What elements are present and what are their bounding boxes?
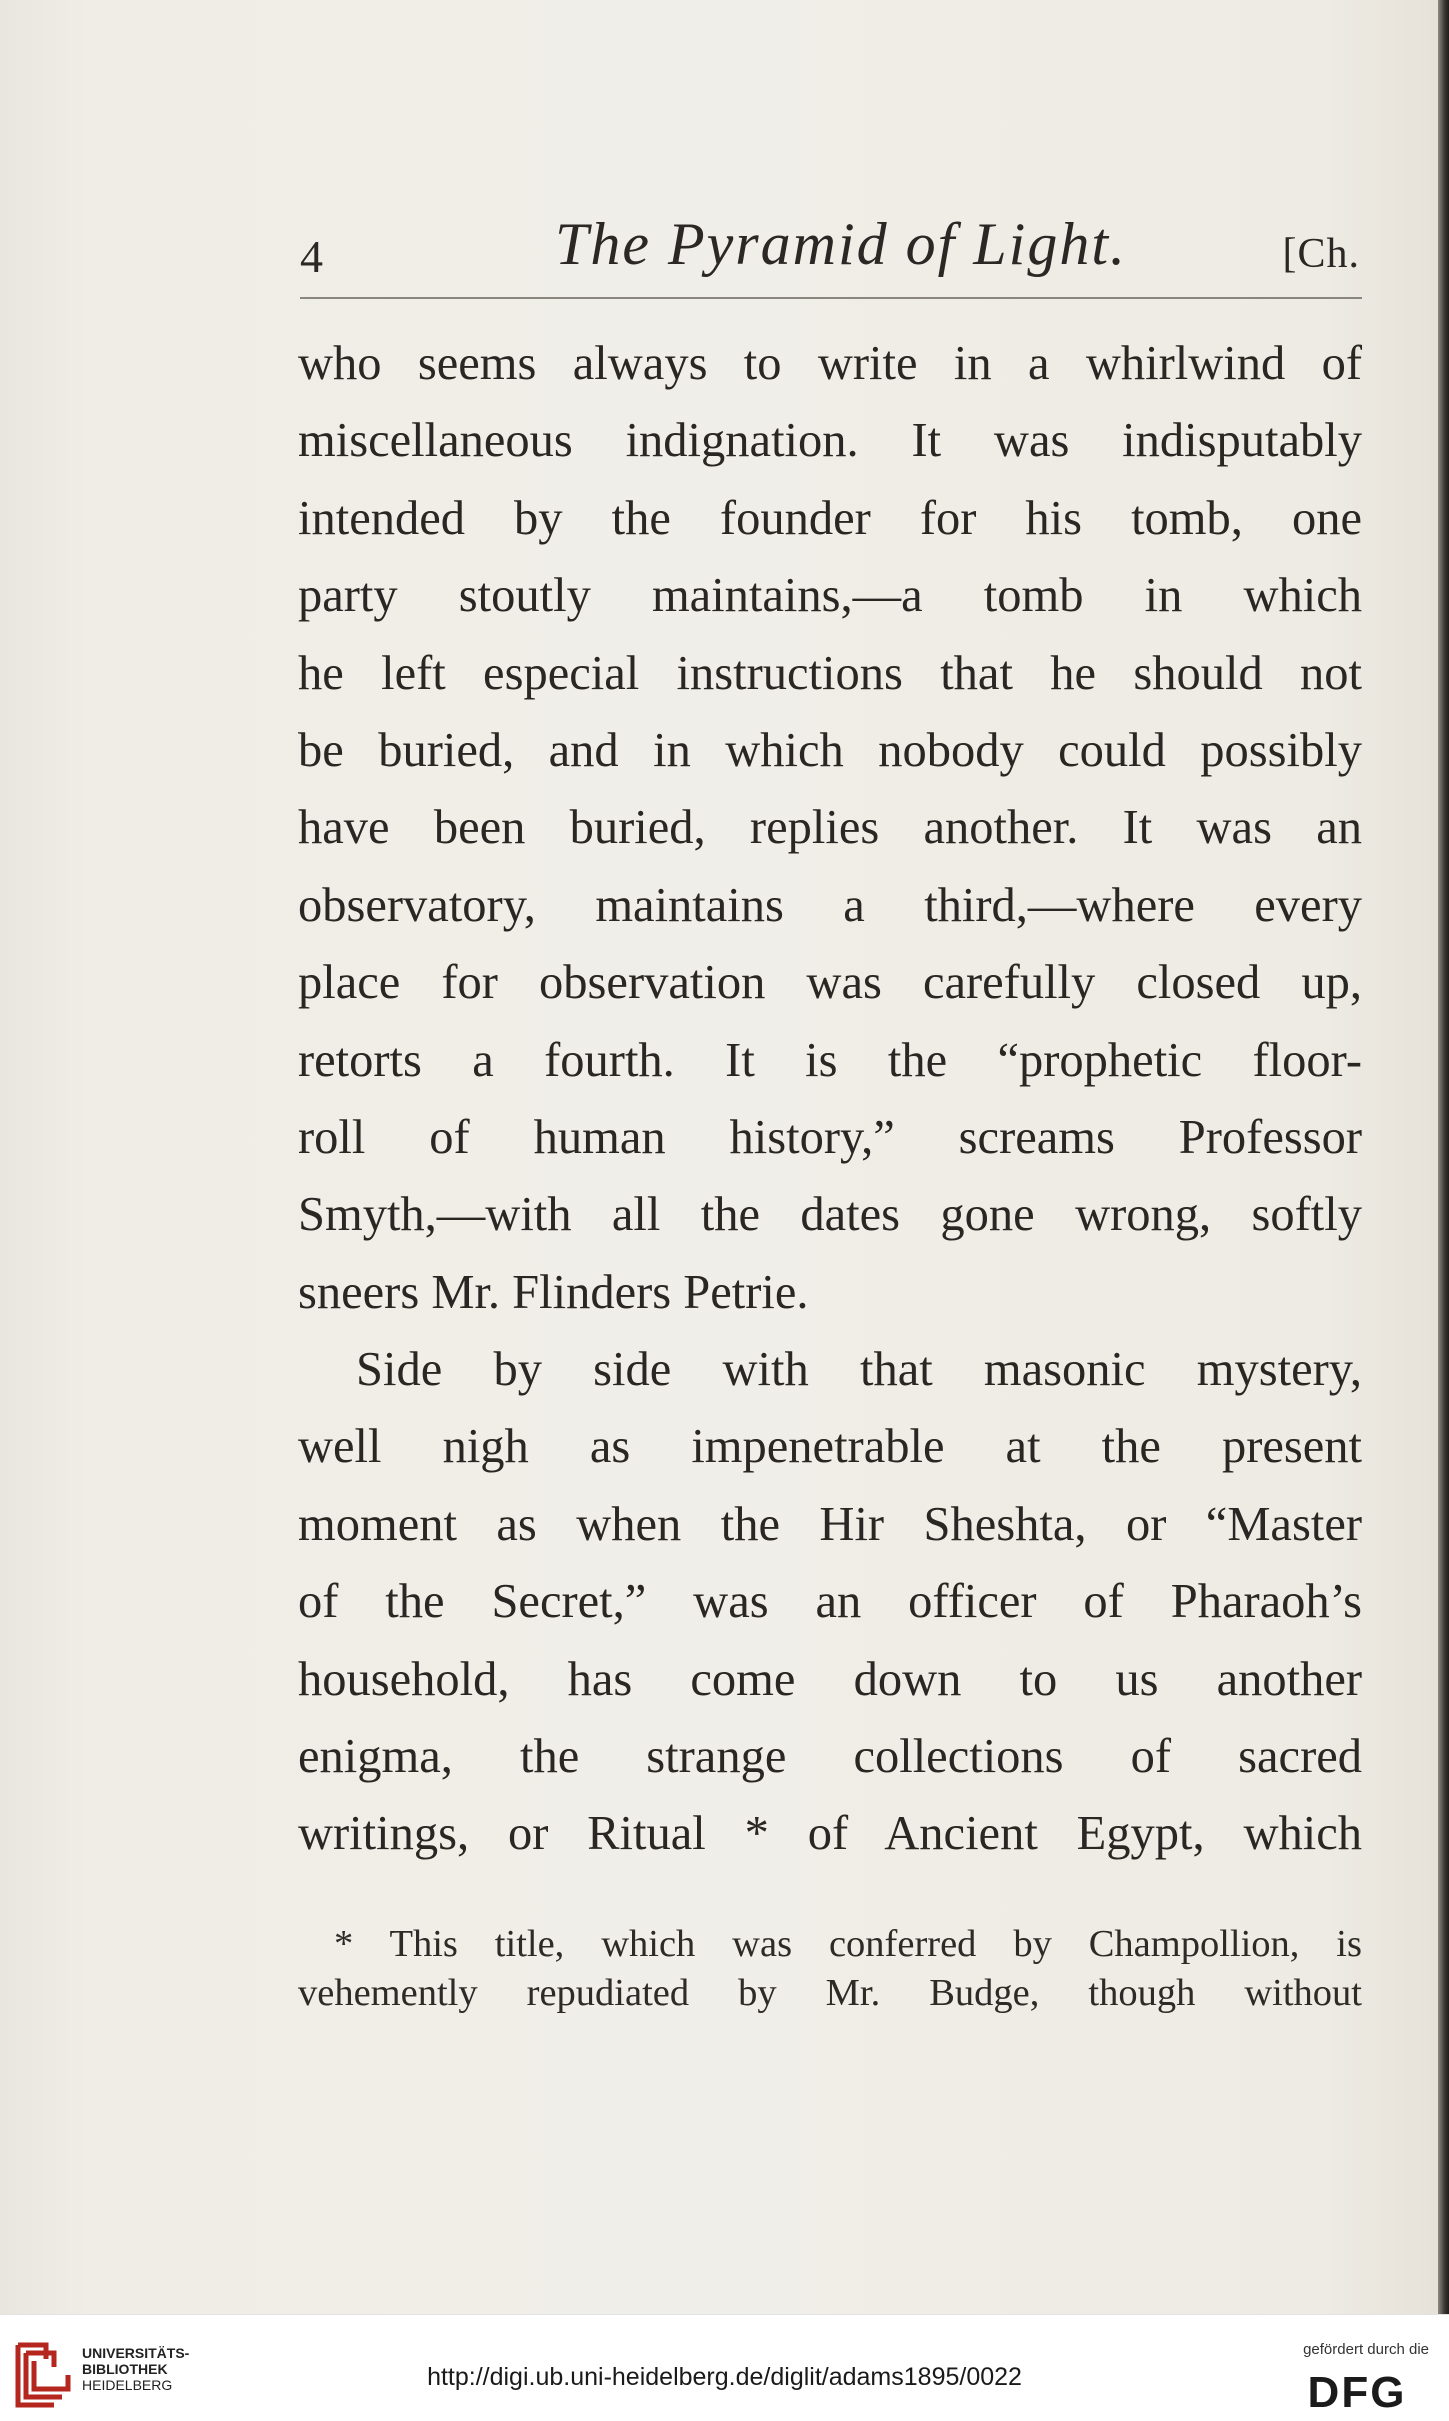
text-line: have been buried, replies another. It was an xyxy=(298,801,1362,855)
page-edge-shadow xyxy=(1438,0,1449,2314)
text-line: writings, or Ritual * of Ancient Egypt, which xyxy=(298,1807,1362,1861)
text-line: intended by the founder for his tomb, one xyxy=(298,491,1362,545)
header-rule xyxy=(300,297,1362,299)
text-line: be buried, and in which nobody could possibly xyxy=(298,723,1362,777)
library-name-line: BIBLIOTHEK xyxy=(82,2361,168,2377)
text-line: Smyth,—with all the dates gone wrong, softly xyxy=(298,1188,1362,1242)
library-name-line: HEIDELBERG xyxy=(82,2377,173,2393)
dfg-logo-text: DFG xyxy=(1307,2371,1407,2411)
text-line: Side by side with that masonic mystery, xyxy=(356,1343,1362,1397)
text-line: well nigh as impenetrable at the present xyxy=(298,1420,1362,1474)
viewer-footer xyxy=(0,2314,1449,2421)
text-line: who seems always to write in a whirlwind of xyxy=(298,337,1362,390)
text-line: sneers Mr. Flinders Petrie. xyxy=(298,1265,809,1319)
text-line: place for observation was carefully closed up, xyxy=(298,956,1362,1010)
text-line: moment as when the Hir Sheshta, or “Master xyxy=(298,1497,1362,1551)
footnote xyxy=(298,1920,1362,2018)
text-line: observatory, maintains a third,—where every xyxy=(298,878,1362,932)
footnote-line: * This title, which was conferred by Champollion, is xyxy=(334,1923,1362,1965)
dfg-logo-icon xyxy=(1287,2371,1427,2411)
text-line: enigma, the strange collections of sacred xyxy=(298,1730,1362,1784)
text-line: household, has come down to us another xyxy=(298,1652,1362,1706)
text-line: party stoutly maintains,—a tomb in which xyxy=(298,569,1362,623)
library-name-line: UNIVERSITÄTS- xyxy=(82,2345,190,2361)
page-number: 4 xyxy=(300,231,323,282)
text-line: roll of human history,” screams Professor xyxy=(298,1110,1362,1164)
chapter-mark: [Ch. xyxy=(1282,231,1360,277)
text-line: miscellaneous indignation. It was indisputably xyxy=(298,414,1362,468)
footnote-line: vehemently repudiated by Mr. Budge, though without xyxy=(298,1972,1362,2014)
funding-label: gefördert durch die xyxy=(1303,2341,1429,2358)
text-line: of the Secret,” was an officer of Pharaoh’s xyxy=(298,1575,1362,1629)
running-head xyxy=(300,210,1360,290)
text-line: retorts a fourth. It is the “prophetic floor- xyxy=(298,1033,1362,1087)
text-line: he left especial instructions that he should not xyxy=(298,646,1362,700)
body-text xyxy=(298,325,1362,1873)
permalink-url[interactable]: http://digi.ub.uni-heidelberg.de/diglit/adams1895/0022 xyxy=(427,2363,1022,2391)
running-title: The Pyramid of Light. xyxy=(555,211,1128,277)
